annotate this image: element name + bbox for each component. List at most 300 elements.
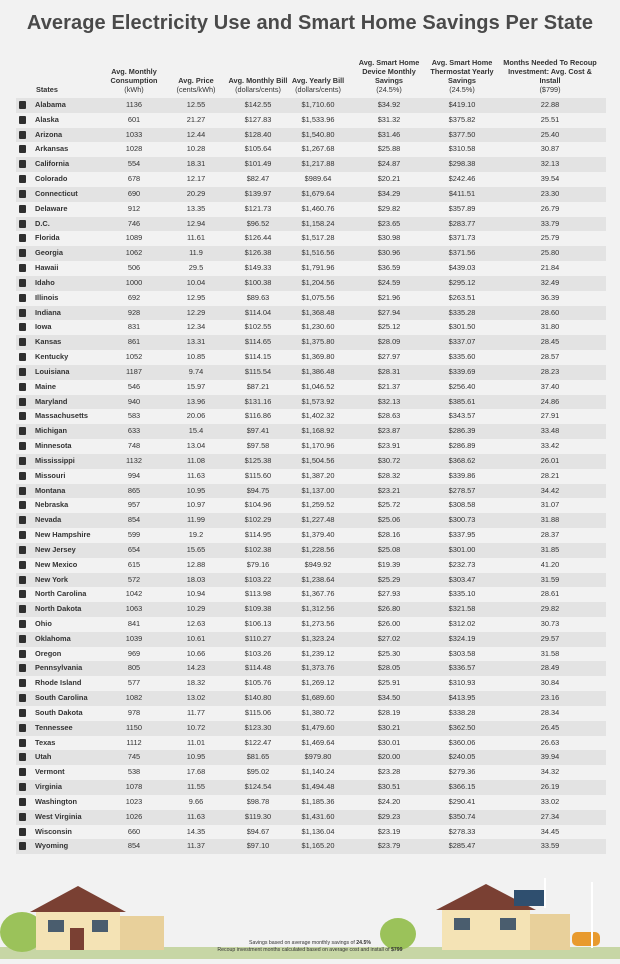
table-cell: 1023: [125, 796, 143, 806]
table-cell: $123.30: [244, 722, 272, 732]
table-row: [16, 661, 606, 676]
table-cell: $1,273.56: [301, 618, 335, 628]
state-name: Wyoming: [35, 841, 69, 851]
table-row: [16, 691, 606, 706]
table-row: [16, 231, 606, 246]
table-cell: $1,170.96: [301, 441, 335, 451]
state-name: New Jersey: [35, 544, 76, 554]
table-cell: 748: [127, 441, 141, 451]
table-row: [16, 306, 606, 321]
table-cell: $335.28: [448, 307, 476, 317]
table-cell: 654: [127, 544, 141, 554]
table-cell: 36.39: [540, 292, 560, 302]
table-cell: $122.47: [244, 737, 272, 747]
table-cell: $23.65: [377, 218, 401, 228]
table-cell: 33.79: [540, 218, 560, 228]
table-cell: 969: [127, 648, 141, 658]
table-cell: 12.63: [186, 618, 206, 628]
table-cell: $23.28: [377, 767, 401, 777]
table-cell: 27.91: [540, 411, 560, 421]
table-cell: $337.07: [448, 337, 476, 347]
table-cell: 1052: [125, 352, 143, 362]
table-cell: 12.55: [186, 100, 206, 109]
table-cell: $232.73: [448, 559, 476, 569]
table-cell: 865: [127, 485, 141, 495]
state-shape-icon: [19, 576, 26, 584]
table-cell: 10.29: [186, 604, 206, 614]
table-cell: $298.38: [448, 159, 476, 169]
table-cell: $142.55: [244, 100, 272, 109]
state-shape-icon: [19, 368, 26, 376]
table-cell: $1,046.52: [301, 381, 335, 391]
table-cell: $335.60: [448, 352, 476, 362]
table-cell: 841: [127, 618, 141, 628]
table-cell: 28.60: [540, 307, 560, 317]
table-cell: $20.21: [377, 174, 401, 184]
state-name: Idaho: [35, 277, 55, 287]
table-cell: $31.46: [377, 129, 401, 139]
state-shape-icon: [19, 309, 26, 317]
table-row: [16, 558, 606, 573]
state-shape-icon: [19, 709, 26, 717]
state-shape-icon: [19, 650, 26, 658]
table-cell: 26.63: [540, 737, 560, 747]
table-cell: $27.97: [377, 352, 401, 362]
table-row: [16, 98, 606, 113]
table-cell: 912: [127, 203, 141, 213]
state-shape-icon: [19, 813, 26, 821]
table-cell: $97.58: [246, 441, 270, 451]
data-table: [16, 48, 606, 854]
table-cell: 10.04: [186, 277, 206, 287]
table-cell: 10.94: [186, 589, 206, 599]
table-cell: $110.27: [244, 633, 272, 643]
table-cell: $385.61: [448, 396, 476, 406]
table-cell: 28.49: [540, 663, 560, 673]
table-cell: $127.83: [244, 114, 272, 124]
table-cell: $29.23: [377, 811, 401, 821]
table-row: [16, 128, 606, 143]
table-cell: $94.67: [246, 826, 270, 836]
table-row: [16, 573, 606, 588]
window: [500, 918, 516, 930]
state-name: Arkansas: [35, 144, 69, 154]
table-cell: $28.31: [377, 366, 401, 376]
table-cell: 12.44: [186, 129, 206, 139]
table-cell: $103.26: [244, 648, 272, 658]
table-cell: 11.08: [187, 455, 205, 465]
table-cell: $19.39: [377, 559, 401, 569]
state-name: D.C.: [35, 218, 50, 228]
table-cell: $278.33: [448, 826, 476, 836]
table-cell: $371.73: [448, 233, 476, 243]
state-name: Massachusetts: [35, 411, 88, 421]
state-name: South Dakota: [35, 707, 83, 717]
state-name: New Hampshire: [35, 530, 91, 540]
table-cell: 577: [127, 678, 141, 688]
table-cell: $1,386.48: [301, 366, 335, 376]
table-cell: 18.31: [186, 159, 206, 169]
state-shape-icon: [19, 175, 26, 183]
header-device-savings: Avg. Smart Home Device Monthly Savings (24.5%): [358, 58, 420, 94]
state-name: California: [35, 159, 70, 169]
table-cell: $87.21: [246, 381, 270, 391]
table-cell: $286.39: [448, 426, 476, 436]
table-cell: $283.77: [448, 218, 476, 228]
table-cell: $82.47: [246, 174, 270, 184]
table-cell: 660: [127, 826, 141, 836]
table-cell: $105.76: [244, 678, 272, 688]
table-cell: $1,312.56: [301, 604, 335, 614]
table-cell: 10.61: [186, 633, 206, 643]
table-cell: $368.62: [448, 455, 476, 465]
table-cell: $20.00: [377, 752, 401, 762]
table-cell: 34.42: [540, 485, 560, 495]
table-cell: 1136: [126, 100, 142, 109]
table-cell: $94.75: [246, 485, 270, 495]
table-cell: 1033: [125, 129, 143, 139]
table-cell: $34.29: [377, 188, 401, 198]
table-cell: 26.79: [540, 203, 560, 213]
state-shape-icon: [19, 116, 26, 124]
state-name: Indiana: [35, 307, 61, 317]
table-cell: $89.63: [246, 292, 270, 302]
table-header: [16, 48, 606, 98]
state-shape-icon: [19, 842, 26, 850]
table-cell: 26.19: [540, 782, 560, 792]
table-cell: $1,402.32: [301, 411, 335, 421]
table-cell: $1,367.76: [301, 589, 335, 599]
table-cell: 27.34: [540, 811, 560, 821]
table-cell: 746: [127, 218, 141, 228]
table-cell: $131.16: [244, 396, 272, 406]
table-cell: 32.13: [540, 159, 560, 169]
state-shape-icon: [19, 160, 26, 168]
state-shape-icon: [19, 561, 26, 569]
table-cell: 994: [127, 470, 141, 480]
state-name: Vermont: [35, 767, 65, 777]
table-cell: 978: [127, 707, 141, 717]
table-cell: 34.32: [540, 767, 560, 777]
table-cell: 41.20: [540, 559, 560, 569]
table-cell: $360.06: [448, 737, 476, 747]
state-shape-icon: [19, 546, 26, 554]
table-cell: 11.61: [187, 233, 205, 243]
table-cell: 1062: [125, 248, 143, 258]
table-cell: 12.95: [186, 292, 206, 302]
table-cell: $30.51: [377, 782, 401, 792]
table-cell: $1,185.36: [301, 796, 335, 806]
table-cell: 1089: [125, 233, 143, 243]
table-cell: $377.50: [448, 129, 476, 139]
state-name: Louisiana: [35, 366, 70, 376]
table-row: [16, 395, 606, 410]
table-cell: $989.64: [304, 174, 332, 184]
table-cell: $1,230.60: [301, 322, 335, 332]
table-cell: $23.79: [377, 841, 401, 851]
table-row: [16, 498, 606, 513]
table-cell: $27.93: [377, 589, 401, 599]
state-shape-icon: [19, 753, 26, 761]
table-cell: $286.89: [448, 441, 476, 451]
table-cell: $28.19: [377, 707, 401, 717]
table-cell: $26.80: [377, 604, 401, 614]
table-cell: 30.84: [540, 678, 560, 688]
state-name: Washington: [35, 796, 78, 806]
table-cell: 26.45: [540, 722, 560, 732]
table-cell: 1000: [125, 277, 143, 287]
table-cell: $1,158.24: [301, 218, 335, 228]
state-name: Illinois: [35, 292, 59, 302]
table-cell: $115.06: [244, 707, 272, 717]
table-cell: $290.41: [448, 796, 476, 806]
table-cell: $26.00: [377, 618, 401, 628]
table-cell: 12.34: [186, 322, 206, 332]
table-cell: $114.95: [244, 530, 272, 540]
table-cell: $114.65: [244, 337, 272, 347]
table-cell: 20.06: [186, 411, 206, 421]
state-shape-icon: [19, 605, 26, 613]
table-cell: $102.55: [244, 322, 272, 332]
table-cell: 831: [127, 322, 141, 332]
table-cell: 1112: [126, 737, 142, 747]
table-cell: $1,373.76: [301, 663, 335, 673]
table-row: [16, 172, 606, 187]
table-cell: $101.49: [244, 159, 272, 169]
table-cell: 546: [127, 381, 141, 391]
state-name: New Mexico: [35, 559, 78, 569]
state-name: Nebraska: [35, 500, 69, 510]
table-cell: $25.08: [377, 544, 401, 554]
table-cell: 1028: [125, 144, 143, 154]
state-shape-icon: [19, 724, 26, 732]
state-name: North Dakota: [35, 604, 82, 614]
state-shape-icon: [19, 620, 26, 628]
table-cell: 29.82: [540, 604, 560, 614]
table-cell: $256.40: [448, 381, 476, 391]
table-cell: $103.22: [244, 574, 272, 584]
state-shape-icon: [19, 190, 26, 198]
state-shape-icon: [19, 516, 26, 524]
table-cell: 31.88: [540, 515, 560, 525]
table-cell: 31.80: [540, 322, 560, 332]
table-cell: 10.72: [186, 722, 206, 732]
table-cell: 34.45: [540, 826, 560, 836]
table-cell: $411.51: [448, 188, 476, 198]
table-cell: $979.80: [304, 752, 332, 762]
table-cell: 15.65: [186, 544, 206, 554]
state-name: Oregon: [35, 648, 62, 658]
table-cell: $375.82: [448, 114, 476, 124]
table-cell: 10.85: [186, 352, 206, 362]
table-cell: 23.30: [540, 188, 560, 198]
table-row: [16, 335, 606, 350]
state-name: North Carolina: [35, 589, 87, 599]
header-consumption: Avg. Monthly Consumption (kWh): [110, 67, 158, 94]
table-cell: $339.69: [448, 366, 476, 376]
state-name: Maryland: [35, 396, 68, 406]
table-row: [16, 276, 606, 291]
table-cell: $114.48: [244, 663, 272, 673]
table-cell: 1150: [126, 722, 142, 732]
table-cell: $1,323.24: [301, 633, 335, 643]
table-cell: $114.04: [244, 307, 272, 317]
table-cell: $23.91: [377, 441, 401, 451]
table-cell: $109.38: [244, 604, 272, 614]
table-cell: $28.16: [377, 530, 401, 540]
table-cell: 29.5: [188, 263, 204, 273]
table-cell: $25.12: [377, 322, 401, 332]
table-cell: 599: [127, 530, 141, 540]
table-cell: $357.89: [448, 203, 476, 213]
table-row: [16, 795, 606, 810]
table-cell: 31.59: [540, 574, 560, 584]
table-row: [16, 706, 606, 721]
state-shape-icon: [19, 739, 26, 747]
solar-panel: [514, 890, 544, 906]
table-cell: $121.73: [244, 203, 272, 213]
table-row: [16, 543, 606, 558]
table-cell: $81.65: [246, 752, 270, 762]
table-cell: $24.59: [377, 277, 401, 287]
table-cell: $1,368.48: [301, 307, 335, 317]
table-cell: 25.80: [540, 248, 560, 258]
table-cell: $32.13: [377, 396, 401, 406]
table-cell: $24.87: [377, 159, 401, 169]
header-recoup-months: Months Needed To Recoup Investment: Avg. Cost & Install ($799): [503, 58, 597, 94]
table-cell: 33.42: [540, 441, 560, 451]
table-row: [16, 676, 606, 691]
state-shape-icon: [19, 679, 26, 687]
table-cell: $25.91: [377, 678, 401, 688]
state-name: Nevada: [35, 515, 62, 525]
table-cell: 745: [127, 752, 141, 762]
state-name: Michigan: [35, 426, 68, 436]
table-cell: $1,075.56: [301, 292, 335, 302]
table-cell: 11.63: [187, 470, 205, 480]
table-row: [16, 261, 606, 276]
table-cell: $1,380.72: [301, 707, 335, 717]
table-row: [16, 380, 606, 395]
table-cell: $1,679.64: [301, 188, 335, 198]
table-cell: 928: [127, 307, 141, 317]
state-name: Mississippi: [35, 455, 75, 465]
table-cell: $104.96: [244, 500, 272, 510]
table-cell: $949.92: [304, 559, 332, 569]
table-cell: $1,227.48: [301, 515, 335, 525]
table-cell: $79.16: [246, 559, 270, 569]
table-cell: $1,469.64: [301, 737, 335, 747]
state-name: Colorado: [35, 174, 68, 184]
table-cell: 31.85: [540, 544, 560, 554]
table-cell: $312.02: [448, 618, 476, 628]
table-cell: $1,379.40: [301, 530, 335, 540]
table-cell: 18.03: [186, 574, 206, 584]
table-cell: $301.50: [448, 322, 476, 332]
table-cell: 28.23: [540, 366, 560, 376]
table-cell: $21.37: [377, 381, 401, 391]
table-cell: $343.57: [448, 411, 476, 421]
header-yearly-bill: Avg. Yearly Bill (dollars/cents): [291, 76, 345, 94]
table-cell: $366.15: [448, 782, 476, 792]
table-cell: $102.38: [244, 544, 272, 554]
table-cell: $371.56: [448, 248, 476, 258]
table-cell: 12.29: [186, 307, 206, 317]
table-cell: 31.58: [540, 648, 560, 658]
table-cell: $25.06: [377, 515, 401, 525]
state-name: Iowa: [35, 322, 52, 332]
table-cell: 1132: [126, 455, 142, 465]
table-cell: 29.57: [540, 633, 560, 643]
state-name: Florida: [35, 233, 60, 243]
table-cell: $308.58: [448, 500, 476, 510]
table-cell: 28.45: [540, 337, 560, 347]
window: [454, 918, 470, 930]
state-shape-icon: [19, 323, 26, 331]
table-cell: 11.77: [187, 707, 205, 717]
table-cell: $30.01: [377, 737, 401, 747]
state-shape-icon: [19, 145, 26, 153]
table-cell: 12.88: [186, 559, 206, 569]
state-name: West Virginia: [35, 811, 82, 821]
state-shape-icon: [19, 234, 26, 242]
state-shape-icon: [19, 635, 26, 643]
table-cell: $1,573.92: [301, 396, 335, 406]
table-row: [16, 513, 606, 528]
table-cell: 11.01: [187, 737, 205, 747]
table-cell: $1,517.28: [301, 233, 335, 243]
table-cell: $1,259.52: [301, 500, 335, 510]
table-cell: $1,791.96: [301, 263, 335, 273]
table-cell: 26.01: [540, 455, 560, 465]
table-cell: $1,228.56: [301, 544, 335, 554]
state-name: Virginia: [35, 782, 62, 792]
table-row: [16, 246, 606, 261]
table-cell: 10.66: [186, 648, 206, 658]
table-cell: 39.94: [540, 752, 560, 762]
state-shape-icon: [19, 294, 26, 302]
table-row: [16, 291, 606, 306]
table-cell: 21.27: [186, 114, 206, 124]
table-cell: $29.82: [377, 203, 401, 213]
table-cell: $1,267.68: [301, 144, 335, 154]
table-cell: $1,375.80: [301, 337, 335, 347]
table-cell: 1063: [125, 604, 143, 614]
table-cell: $350.74: [448, 811, 476, 821]
table-cell: $36.59: [377, 263, 401, 273]
table-cell: $413.95: [448, 693, 476, 703]
header-monthly-bill: Avg. Monthly Bill (dollars/cents): [228, 76, 288, 94]
table-cell: $28.05: [377, 663, 401, 673]
table-cell: 28.57: [540, 352, 560, 362]
state-name: Montana: [35, 485, 66, 495]
table-cell: 10.95: [186, 485, 206, 495]
table-cell: $125.38: [244, 455, 272, 465]
table-cell: 25.79: [540, 233, 560, 243]
state-name: Wisconsin: [35, 826, 72, 836]
table-cell: $113.98: [244, 589, 272, 599]
table-row: [16, 350, 606, 365]
state-shape-icon: [19, 457, 26, 465]
state-shape-icon: [19, 338, 26, 346]
state-name: Rhode Island: [35, 678, 82, 688]
table-cell: 538: [127, 767, 141, 777]
state-name: Utah: [35, 752, 52, 762]
page-title: Average Electricity Use and Smart Home Savings Per State: [26, 12, 594, 34]
table-cell: 33.59: [540, 841, 560, 851]
table-cell: $303.47: [448, 574, 476, 584]
table-cell: 11.99: [187, 515, 205, 525]
